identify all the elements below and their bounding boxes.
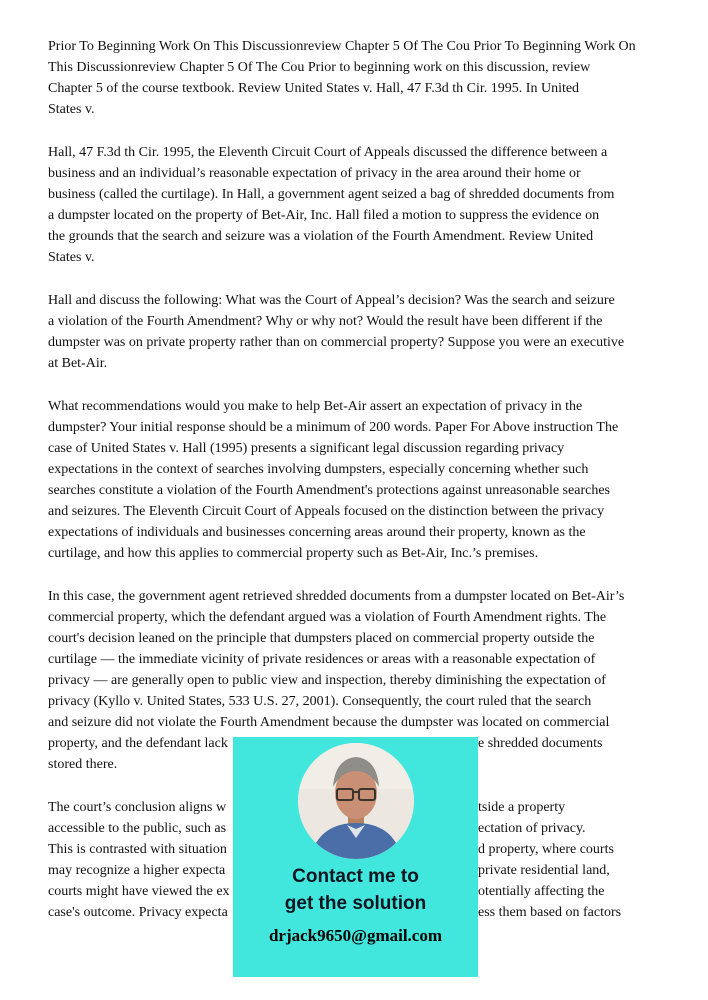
- text-line: at Bet-Air.: [48, 356, 108, 371]
- text-line: stored there.: [48, 757, 118, 772]
- text-line: court's decision leaned on the principle that dumpsters placed on commercial property outside the: [48, 631, 595, 646]
- person-photo-illustration: [298, 743, 414, 859]
- text-line: Chapter 5 of the course textbook. Review United States v. Hall, 47 F.3d th Cir. 1995. In United: [48, 81, 580, 96]
- text-line: a dumpster located on the property of Bet-Air, Inc. Hall filed a motion to suppress the evidence on: [48, 208, 600, 223]
- text-line: What recommendations would you make to help Bet-Air assert an expectation of privacy in the: [48, 399, 583, 414]
- person-photo: [298, 743, 414, 859]
- text-fragment-right: tside a property: [478, 800, 566, 815]
- text-line: In this case, the government agent retrieved shredded documents from a dumpster located on Bet-Air’s: [48, 589, 625, 604]
- text-line: the grounds that the search and seizure was a violation of the Fourth Amendment. Review United: [48, 229, 594, 244]
- text-fragment-right: ectation of privacy.: [478, 821, 586, 836]
- paragraph: [48, 142, 660, 268]
- text-line: States v.: [48, 250, 95, 265]
- contact-overlay: [233, 737, 478, 977]
- text-fragment-right: otentially affecting the: [478, 884, 605, 899]
- text-line: a violation of the Fourth Amendment? Why or why not? Would the result have been different if the: [48, 314, 603, 329]
- text-fragment-left: may recognize a higher expecta: [48, 863, 226, 878]
- text-fragment-left: courts might have viewed the ex: [48, 884, 230, 899]
- text-line: case of United States v. Hall (1995) presents a significant legal discussion regarding privacy: [48, 441, 565, 456]
- text-line: dumpster? Your initial response should be a minimum of 200 words. Paper For Above instruction The: [48, 420, 619, 435]
- text-fragment-left: This is contrasted with situation: [48, 842, 227, 857]
- text-line: States v.: [48, 102, 95, 117]
- text-line: Hall and discuss the following: What was the Court of Appeal’s decision? Was the search and seizure: [48, 293, 615, 308]
- text-line: privacy (Kyllo v. United States, 533 U.S. 27, 2001). Consequently, the court ruled that the search: [48, 694, 592, 709]
- text-fragment-right: private residential land,: [478, 863, 610, 878]
- text-line: business and an individual’s reasonable expectation of privacy in the area around their home or: [48, 166, 581, 181]
- text-fragment-left: case's outcome. Privacy expecta: [48, 905, 228, 920]
- text-line: privacy — are generally open to public view and inspection, thereby diminishing the expectation of: [48, 673, 606, 688]
- text-line: expectations of individuals and businesses concerning areas around their property, known as the: [48, 525, 586, 540]
- text-line: searches constitute a violation of the Fourth Amendment's protections against unreasonable searches: [48, 483, 610, 498]
- text-fragment-left: property, and the defendant lack: [48, 736, 228, 751]
- text-line: Prior To Beginning Work On This Discussionreview Chapter 5 Of The Cou Prior To Beginning Work On: [48, 39, 636, 54]
- paragraph: [48, 36, 660, 120]
- text-line: business (called the curtilage). In Hall, a government agent seized a bag of shredded documents from: [48, 187, 615, 202]
- text-line: Hall, 47 F.3d th Cir. 1995, the Eleventh Circuit Court of Appeals discussed the difference between a: [48, 145, 608, 160]
- text-line: commercial property, which the defendant argued was a violation of Fourth Amendment rights. The: [48, 610, 607, 625]
- text-line: and seizures. The Eleventh Circuit Court of Appeals focused on the distinction between the privacy: [48, 504, 605, 519]
- text-line: dumpster was on private property rather than on commercial property? Suppose you were an executive: [48, 335, 625, 350]
- text-line: expectations in the context of searches involving dumpsters, especially concerning whether such: [48, 462, 589, 477]
- paragraph: [48, 396, 660, 564]
- text-line: and seizure did not violate the Fourth Amendment because the dumpster was located on commercial: [48, 715, 610, 730]
- contact-email: drjack9650@gmail.com: [268, 926, 443, 945]
- text-fragment-left: The court’s conclusion aligns w: [48, 800, 227, 815]
- contact-heading-line1: Contact me to: [292, 866, 419, 887]
- text-line: curtilage — the immediate vicinity of private residences or areas with a reasonable expectation of: [48, 652, 596, 667]
- text-line: This Discussionreview Chapter 5 Of The Cou Prior to beginning work on this discussion, review: [48, 60, 591, 75]
- text-fragment-left: accessible to the public, such as: [48, 821, 227, 836]
- text-fragment-right: ess them based on factors: [478, 905, 622, 920]
- text-fragment-right: e shredded documents: [478, 736, 603, 751]
- text-line: curtilage, and how this applies to commercial property such as Bet-Air, Inc.’s premises.: [48, 546, 539, 561]
- text-fragment-right: d property, where courts: [478, 842, 614, 857]
- contact-heading-line2: get the solution: [284, 893, 427, 914]
- paragraph: [48, 290, 660, 374]
